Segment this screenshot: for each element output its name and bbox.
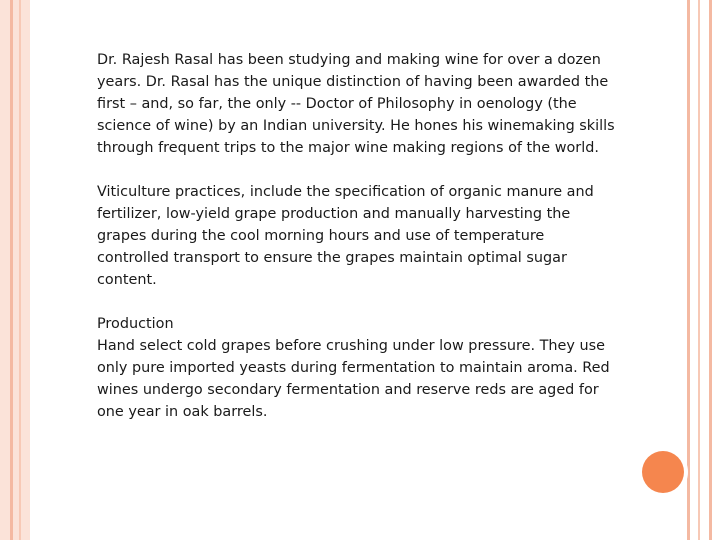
- paragraph-about-dr-rasal: Dr. Rajesh Rasal has been studying and making wine for over a dozen years. Dr. Rasal has the unique distinction of having been awarded the first – and, so far, the only -- Doctor of Philosophy in oenology (the science of wine) by an Indian university. He hones his winemaking skills through frequent trips to the major wine making regions of the world.: [97, 52, 615, 156]
- right-border-line-outer: [687, 0, 690, 540]
- paragraph-production: Hand select cold grapes before crushing under low pressure. They use only pure imported yeasts during fermentation to maintain aroma. Red wines undergo secondary fermentation and reserve reds are aged for one year in oak barrels.: [97, 338, 610, 420]
- decorative-circle-icon: [642, 451, 684, 493]
- left-decorative-border: [0, 0, 30, 540]
- production-heading: Production: [97, 316, 174, 332]
- slide-body-text: [97, 49, 617, 423]
- right-border-line-middle: [698, 0, 700, 540]
- paragraph-viticulture: Viticulture practices, include the specification of organic manure and fertilizer, low-yield grape production and manually harvesting the grapes during the cool morning hours and use of temperature controlled transport to ensure the grapes maintain optimal sugar content.: [97, 184, 594, 288]
- right-border-line-edge: [709, 0, 712, 540]
- left-border-line: [10, 0, 13, 540]
- left-border-line-inner: [19, 0, 21, 540]
